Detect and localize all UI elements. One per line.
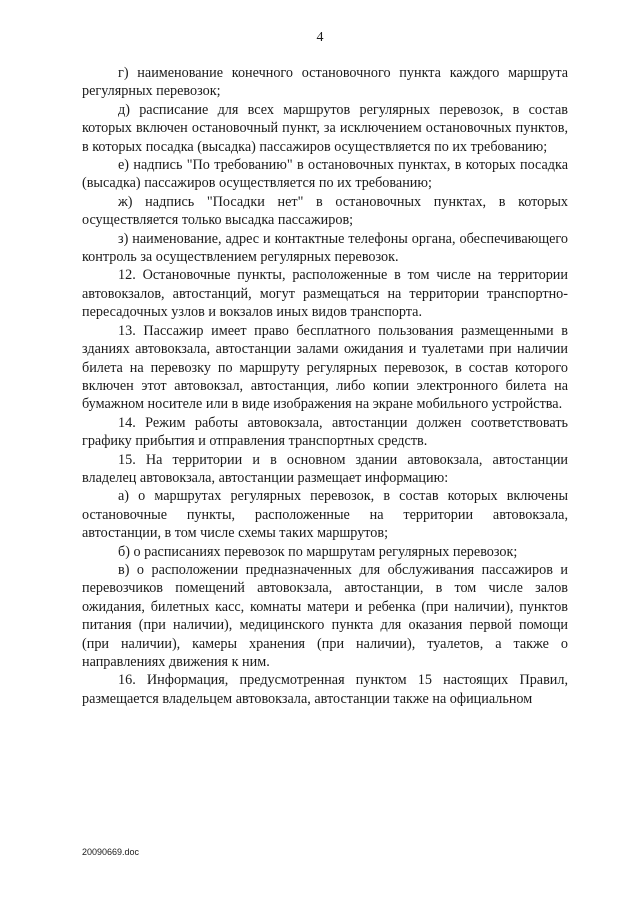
document-body	[82, 64, 568, 708]
paragraph-clause-16: 16. Информация, предусмотренная пунктом 15 настоящих Правил, размещается владельцем автовокзала, автостанции также на официальном	[82, 672, 568, 707]
paragraph-item-z: з) наименование, адрес и контактные телефоны органа, обеспечивающего контроль за осуществлением регулярных перевозок.	[82, 230, 568, 266]
paragraph-clause-15: 15. На территории и в основном здании автовокзала, автостанции владелец автовокзала, автостанции размещает информацию:	[82, 451, 568, 486]
paragraph-clause-13: 13. Пассажир имеет право бесплатного пользования размещенными в зданиях автовокзала, автостанции залами ожидания и туалетами при наличии билета на перевозку по маршруту регулярных перевозок, в состав которого включен этот автовокзал, автостанция, либо копии электронного билета на бумажном носителе или в виде изображения на экране мобильного устройства.	[82, 322, 568, 413]
paragraph-item-v: в) о расположении предназначенных для обслуживания пассажиров и перевозчиков помещений автовокзала, автостанции, в том числе залов ожидания, билетных касс, комнаты матери и ребенка (при наличии), пунктов питания (при наличии), медицинского пункта для оказания первой помощи (при наличии), камеры хранения (при наличии), туалетов, а также о направлениях движения к ним.	[82, 561, 568, 670]
paragraph-clause-12: 12. Остановочные пункты, расположенные в том числе на территории автовокзалов, автостанций, могут размещаться на территории транспортно-пересадочных узлов и вокзалов иных видов транспорта.	[82, 267, 568, 321]
paragraph-item-zh: ж) надпись "Посадки нет" в остановочных пунктах, в которых осуществляется только высадка пассажиров;	[82, 193, 568, 229]
paragraph-item-e: е) надпись "По требованию" в остановочных пунктах, в которых посадка (высадка) пассажиров осуществляется по их требованию;	[82, 157, 568, 192]
paragraph-item-d: д) расписание для всех маршрутов регулярных перевозок, в состав которых включен остановочный пункт, за исключением остановочных пунктов, в которых посадка (высадка) пассажиров осуществляется по их требованию;	[82, 101, 568, 155]
paragraph-item-g: г) наименование конечного остановочного пункта каждого маршрута регулярных перевозок;	[82, 65, 568, 100]
footer-file-code: 20090669.doc	[82, 847, 140, 857]
paragraph-item-b: б) о расписаниях перевозок по маршрутам регулярных перевозок;	[118, 543, 518, 560]
paragraph-item-a: а) о маршрутах регулярных перевозок, в состав которых включены остановочные пункты, расположенные на территории автовокзала, автостанции, в том числе схемы таких маршрутов;	[82, 488, 568, 542]
paragraph-clause-14: 14. Режим работы автовокзала, автостанции должен соответствовать графику прибытия и отправления транспортных средств.	[82, 414, 568, 450]
page-number: 4	[316, 30, 324, 45]
